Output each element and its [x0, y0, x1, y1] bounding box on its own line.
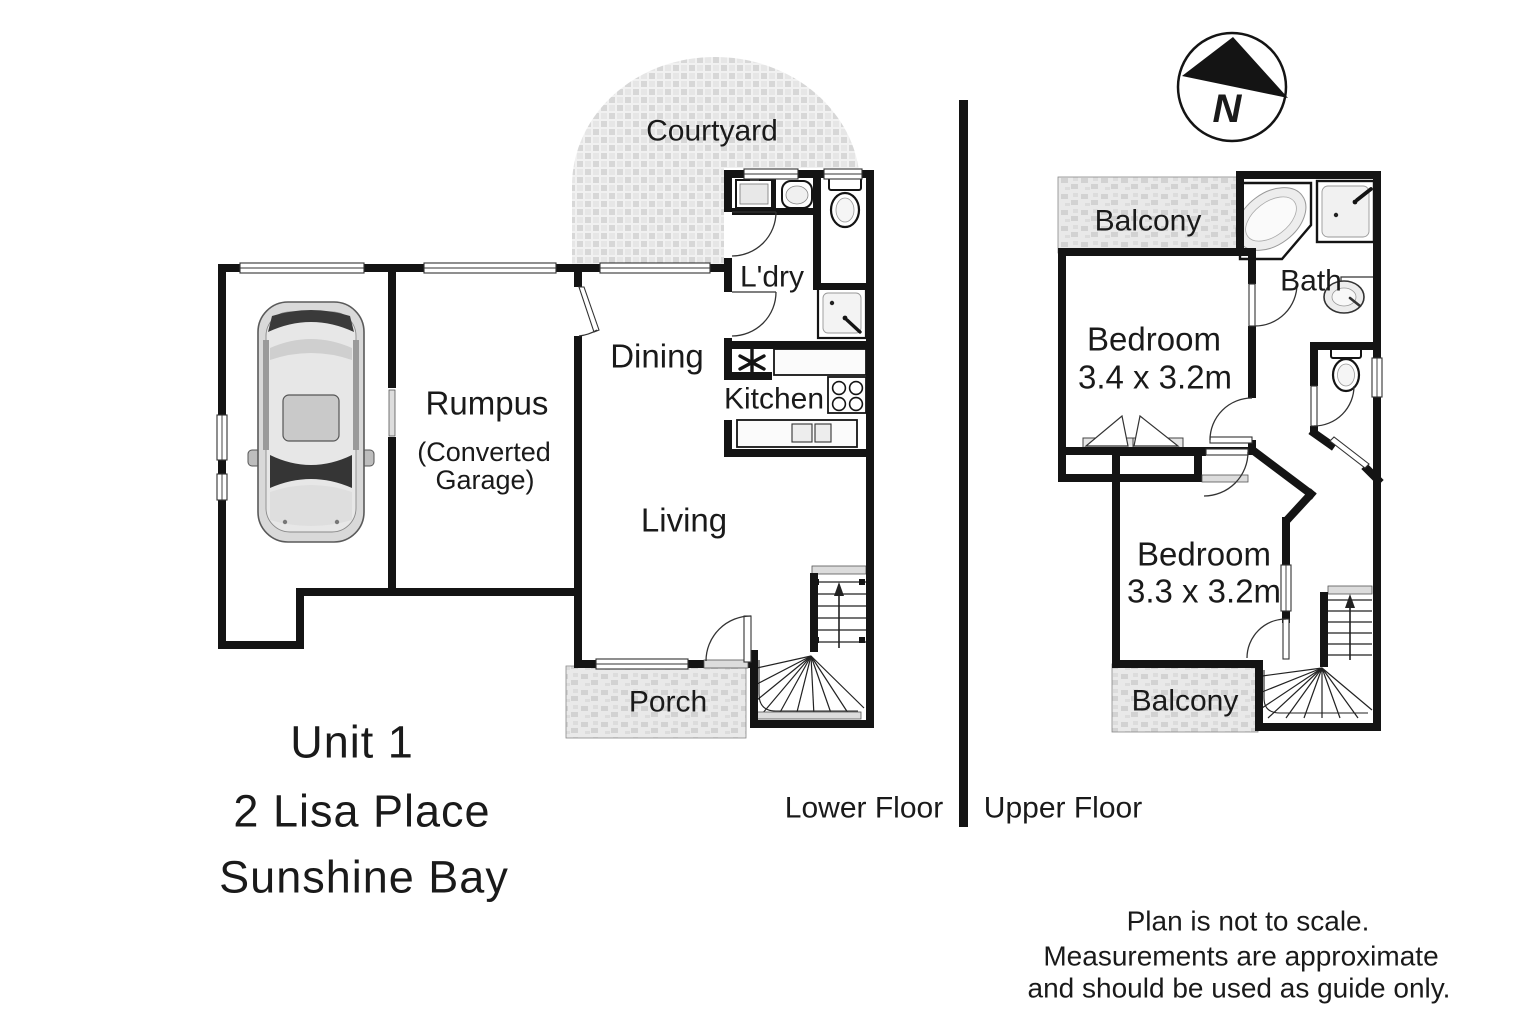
laundry-trough-icon	[782, 181, 812, 208]
upper-diagonal-walls	[1255, 433, 1378, 519]
rumpus-label: Rumpus	[425, 384, 549, 422]
toilet-icon	[829, 177, 861, 227]
front-door-icon	[704, 616, 751, 668]
bath-label: Bath	[1280, 264, 1342, 298]
door-icon	[579, 287, 599, 336]
door-icon	[389, 390, 395, 436]
dining-label: Dining	[610, 337, 704, 375]
window-icon	[217, 474, 227, 500]
bedroom-front-size: 3.4 x 3.2m	[1077, 358, 1233, 396]
window-icon	[240, 263, 364, 273]
balcony-top-label: Balcony	[1094, 204, 1202, 238]
porch-label: Porch	[628, 685, 708, 719]
door-icon	[1204, 449, 1248, 496]
upper-floor-plan	[1058, 171, 1382, 732]
kitchen-label: Kitchen	[723, 382, 825, 416]
window-icon	[824, 169, 862, 179]
door-icon	[732, 292, 776, 336]
car-icon	[248, 302, 374, 542]
title-unit: Unit 1	[290, 716, 414, 768]
window-icon	[424, 263, 556, 273]
laundry-label: L'dry	[739, 260, 805, 294]
laundry-sink-icon	[736, 176, 772, 208]
stove-icon	[828, 377, 866, 413]
disclaimer-line1: Plan is not to scale.	[1126, 905, 1370, 937]
disclaimer-line2: Measurements are approximate	[1043, 940, 1439, 972]
shower-icon	[818, 288, 866, 338]
living-label: Living	[640, 501, 728, 539]
title-suburb: Sunshine Bay	[219, 851, 509, 903]
compass-north-letter: N	[1212, 87, 1242, 131]
rumpus-note-line2: Garage)	[435, 464, 535, 495]
window-icon	[744, 169, 798, 179]
window-icon	[600, 263, 710, 273]
window-icon	[217, 415, 227, 460]
courtyard-label: Courtyard	[646, 114, 778, 148]
disclaimer-line3: and should be used as guide only.	[1027, 972, 1451, 1004]
title-street: 2 Lisa Place	[233, 785, 491, 837]
door-icon	[1247, 619, 1289, 659]
bedroom-front-label: Bedroom	[1087, 320, 1221, 358]
floor-divider-line	[959, 100, 968, 827]
door-icon	[1210, 398, 1252, 443]
balcony-bottom-label: Balcony	[1131, 684, 1239, 718]
bedroom-rear-size: 3.3 x 3.2m	[1126, 572, 1282, 610]
toilet-icon	[1331, 345, 1361, 391]
wardrobe-icon	[1083, 416, 1183, 448]
window-icon	[596, 659, 688, 669]
rumpus-note-line1: (Converted	[417, 436, 551, 467]
window-icon	[1281, 565, 1291, 611]
hot-water-asterisk-icon	[740, 349, 764, 376]
upper-floor-label: Upper Floor	[983, 791, 1143, 825]
bedroom-rear-label: Bedroom	[1137, 535, 1271, 573]
shower-icon	[1317, 181, 1374, 242]
door-icon	[1330, 437, 1369, 468]
window-icon	[1372, 358, 1382, 397]
lower-floor-label: Lower Floor	[784, 791, 944, 825]
